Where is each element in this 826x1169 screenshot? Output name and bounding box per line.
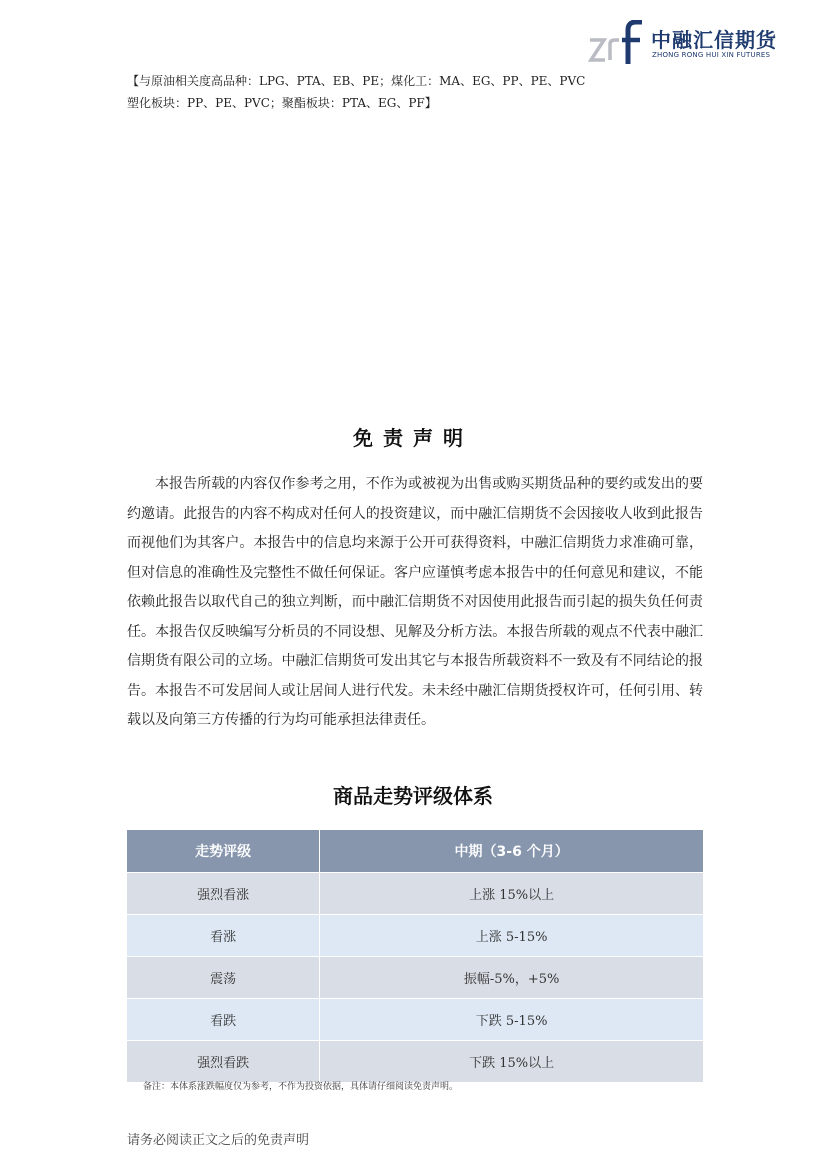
- table-row: [127, 957, 704, 999]
- range-cell: 下跌 15%以上: [320, 1041, 704, 1083]
- rating-table: [126, 829, 704, 1083]
- disclaimer-body: 本报告所载的内容仅作参考之用，不作为或被视为出售或购买期货品种的要约或发出的要约邀请。此报告的内容不构成对任何人的投资建议，而中融汇信期货不会因接收人收到此报告而视他们为其客户。本报告中的信息均来源于公开可获得资料，中融汇信期货力求准确可靠，但对信息的准确性及完整性不做任何保证。客户应谨慎考虑本报告中的任何意见和建议，不能依赖此报告以取代自己的独立判断，而中融汇信期货不对因使用此报告而引起的损失负任何责任。本报告仅反映编写分析员的不同设想、见解及分析方法。本报告所载的观点不代表中融汇信期货有限公司的立场。中融汇信期货可发出其它与本报告所载资料不一致及有不同结论的报告。本报告不可发居间人或让居间人进行代发。未未经中融汇信期货授权许可，任何引用、转载以及向第三方传播的行为均可能承担法律责任。: [127, 476, 703, 728]
- rating-cell: 看涨: [127, 915, 320, 957]
- page-footer: 请务必阅读正文之后的免责声明: [127, 1133, 310, 1148]
- range-cell: 振幅-5%，+5%: [320, 957, 704, 999]
- table-row: [127, 999, 704, 1041]
- range-cell: 上涨 15%以上: [320, 873, 704, 915]
- rating-cell: 震荡: [127, 957, 320, 999]
- range-cell: 下跌 5-15%: [320, 999, 704, 1041]
- related-products-line-2: 塑化板块：PP、PE、PVC；聚酯板块：PTA、EG、PF】: [127, 96, 437, 110]
- rating-table-header: [127, 830, 704, 873]
- table-row: [127, 873, 704, 915]
- range-cell: 上涨 5-15%: [320, 915, 704, 957]
- rating-system-title: 商品走势评级体系: [333, 784, 493, 808]
- rating-cell: 强烈看跌: [127, 1041, 320, 1083]
- table-row: [127, 915, 704, 957]
- logo-english-name: ZHONG RONG HUI XIN FUTURES: [652, 51, 771, 59]
- related-products: [127, 70, 585, 114]
- company-logo: [588, 20, 778, 68]
- header-trend-rating: 走势评级: [127, 830, 320, 873]
- related-products-line-1: 【与原油相关度高品种：LPG、PTA、EB、PE；煤化工：MA、EG、PP、PE、PVC: [127, 74, 586, 88]
- rating-note: 备注：本体系涨跌幅度仅为参考，不作为投资依据，具体请仔细阅读免责声明。: [143, 1082, 459, 1092]
- rating-cell: 强烈看涨: [127, 873, 320, 915]
- header-mid-term: 中期（3-6 个月）: [320, 830, 704, 873]
- logo-chinese-name: 中融汇信期货: [651, 28, 777, 52]
- zrf-logo-icon: [588, 20, 650, 66]
- table-row: [127, 1041, 704, 1083]
- disclaimer-title: 免责声明: [353, 426, 473, 450]
- rating-cell: 看跌: [127, 999, 320, 1041]
